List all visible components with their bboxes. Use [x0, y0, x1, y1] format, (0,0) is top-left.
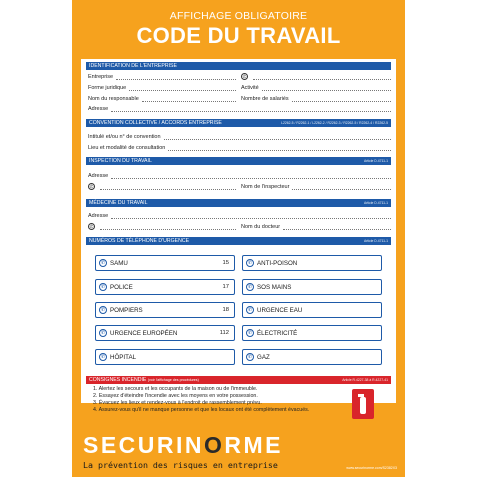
- section-urgence-bar: [86, 237, 391, 245]
- phone-icon: ✆: [247, 284, 253, 290]
- phone-icon: ✆: [100, 307, 106, 313]
- emergency-police[interactable]: ✆ POLICE 17: [95, 279, 235, 295]
- phone-icon: ✆: [100, 284, 106, 290]
- header: [72, 0, 405, 49]
- phone-icon: ✆: [89, 184, 94, 189]
- emergency-anti-poison[interactable]: ✆ ANTI-POISON: [242, 255, 382, 271]
- phone-icon: ✆: [247, 354, 253, 360]
- field-salaries[interactable]: Nombre de salariés: [241, 96, 391, 102]
- section-consignes-note: (voir l'affichage des procédures): [147, 378, 199, 382]
- section-identification-bar: [86, 62, 391, 70]
- emergency-sos-mains[interactable]: ✆ SOS MAINS: [242, 279, 382, 295]
- phone-icon: ✆: [100, 354, 106, 360]
- field-entreprise[interactable]: Entreprise: [88, 74, 236, 80]
- emergency-gaz[interactable]: ✆ GAZ: [242, 349, 382, 365]
- section-inspection-title: INSPECTION DU TRAVAIL: [89, 158, 152, 164]
- section-medecine-ref: Article D.4711-1: [363, 201, 388, 205]
- field-phone[interactable]: [241, 73, 391, 80]
- consigne-line-1: 1. Alertez les secours et les occupants de la maison ou de l'immeuble.: [93, 386, 258, 392]
- section-inspection-bar: [86, 157, 391, 165]
- phone-icon: ✆: [247, 330, 253, 336]
- field-inspecteur[interactable]: Nom de l'inspecteur: [241, 184, 391, 190]
- field-lieu[interactable]: Lieu et modalité de consultation: [88, 145, 391, 151]
- section-convention-ref: L2262-5 / R2262-1 / L2262-2 / R2262-3 / R2262-5 / R2262-4 / R2262-5: [281, 121, 388, 125]
- field-medecine-adresse[interactable]: Adresse: [88, 213, 391, 219]
- field-inspection-phone[interactable]: [88, 183, 236, 190]
- emergency-samu[interactable]: ✆ SAMU 15: [95, 255, 235, 271]
- field-medecine-phone[interactable]: [88, 223, 236, 230]
- phone-icon: ✆: [247, 260, 253, 266]
- fire-extinguisher-icon: [352, 389, 374, 419]
- brand-name: SECURINORME: [83, 432, 284, 458]
- phone-icon: ✆: [100, 260, 106, 266]
- phone-icon: ✆: [89, 224, 94, 229]
- section-identification-title: IDENTIFICATION DE L'ENTREPRISE: [89, 63, 177, 69]
- form-sheet: [81, 59, 396, 406]
- phone-icon: ✆: [242, 74, 247, 79]
- section-inspection-ref: Article D.4711-1: [363, 159, 388, 163]
- consigne-line-2: 2. Essayez d'éteindre l'incendie avec les moyens en votre possession.: [93, 393, 258, 399]
- poster: [72, 0, 405, 477]
- emergency-urgence-eau[interactable]: ✆ URGENCE EAU: [242, 302, 382, 318]
- field-intitule[interactable]: Intitulé et/ou n° de convention: [88, 134, 391, 140]
- phone-icon: ✆: [247, 307, 253, 313]
- field-adresse[interactable]: Adresse: [88, 106, 391, 112]
- field-forme-juridique[interactable]: Forme juridique: [88, 85, 236, 91]
- consigne-line-4: 4. Assurez-vous qu'il ne manque personne et que les locaux ont été complètement évacués.: [93, 407, 310, 413]
- emergency-pompiers[interactable]: ✆ POMPIERS 18: [95, 302, 235, 318]
- brand-site: www.securinorme.com/S2382X3: [346, 466, 397, 470]
- section-medecine-bar: [86, 199, 391, 207]
- section-consignes-bar: [86, 376, 391, 384]
- consigne-line-3: 3. Évacuez les lieux et rendez-vous à l'endroit de rassemblement prévu.: [93, 400, 262, 406]
- field-activite[interactable]: Activité: [241, 85, 391, 91]
- field-responsable[interactable]: Nom du responsable: [88, 96, 236, 102]
- brand-tagline: La prévention des risques en entreprise: [83, 460, 278, 470]
- section-medecine-title: MÉDECINE DU TRAVAIL: [89, 200, 148, 206]
- section-consignes-title: CONSIGNES INCENDIE (voir l'affichage des procédures): [89, 377, 199, 383]
- emergency-hopital[interactable]: ✆ HÔPITAL: [95, 349, 235, 365]
- phone-icon: ✆: [100, 330, 106, 336]
- field-docteur[interactable]: Nom du docteur: [241, 224, 391, 230]
- poster-title: CODE DU TRAVAIL: [136, 23, 341, 48]
- emergency-electricite[interactable]: ✆ ÉLECTRICITÉ: [242, 325, 382, 341]
- section-urgence-ref: Article D.4711-1: [363, 239, 388, 243]
- emergency-urgence-europeen[interactable]: ✆ URGENCE EUROPÉEN 112: [95, 325, 235, 341]
- field-inspection-adresse[interactable]: Adresse: [88, 173, 391, 179]
- section-convention-bar: [86, 119, 391, 127]
- section-consignes-ref: Article R.4227-38 à R.4227-41: [342, 378, 388, 382]
- poster-kicker: AFFICHAGE OBLIGATOIRE: [169, 10, 308, 22]
- brand: [83, 432, 283, 470]
- section-convention-title: CONVENTION COLLECTIVE / ACCORDS ENTREPRISE: [89, 120, 222, 126]
- section-urgence-title: NUMÉROS DE TÉLÉPHONE D'URGENCE: [89, 238, 190, 244]
